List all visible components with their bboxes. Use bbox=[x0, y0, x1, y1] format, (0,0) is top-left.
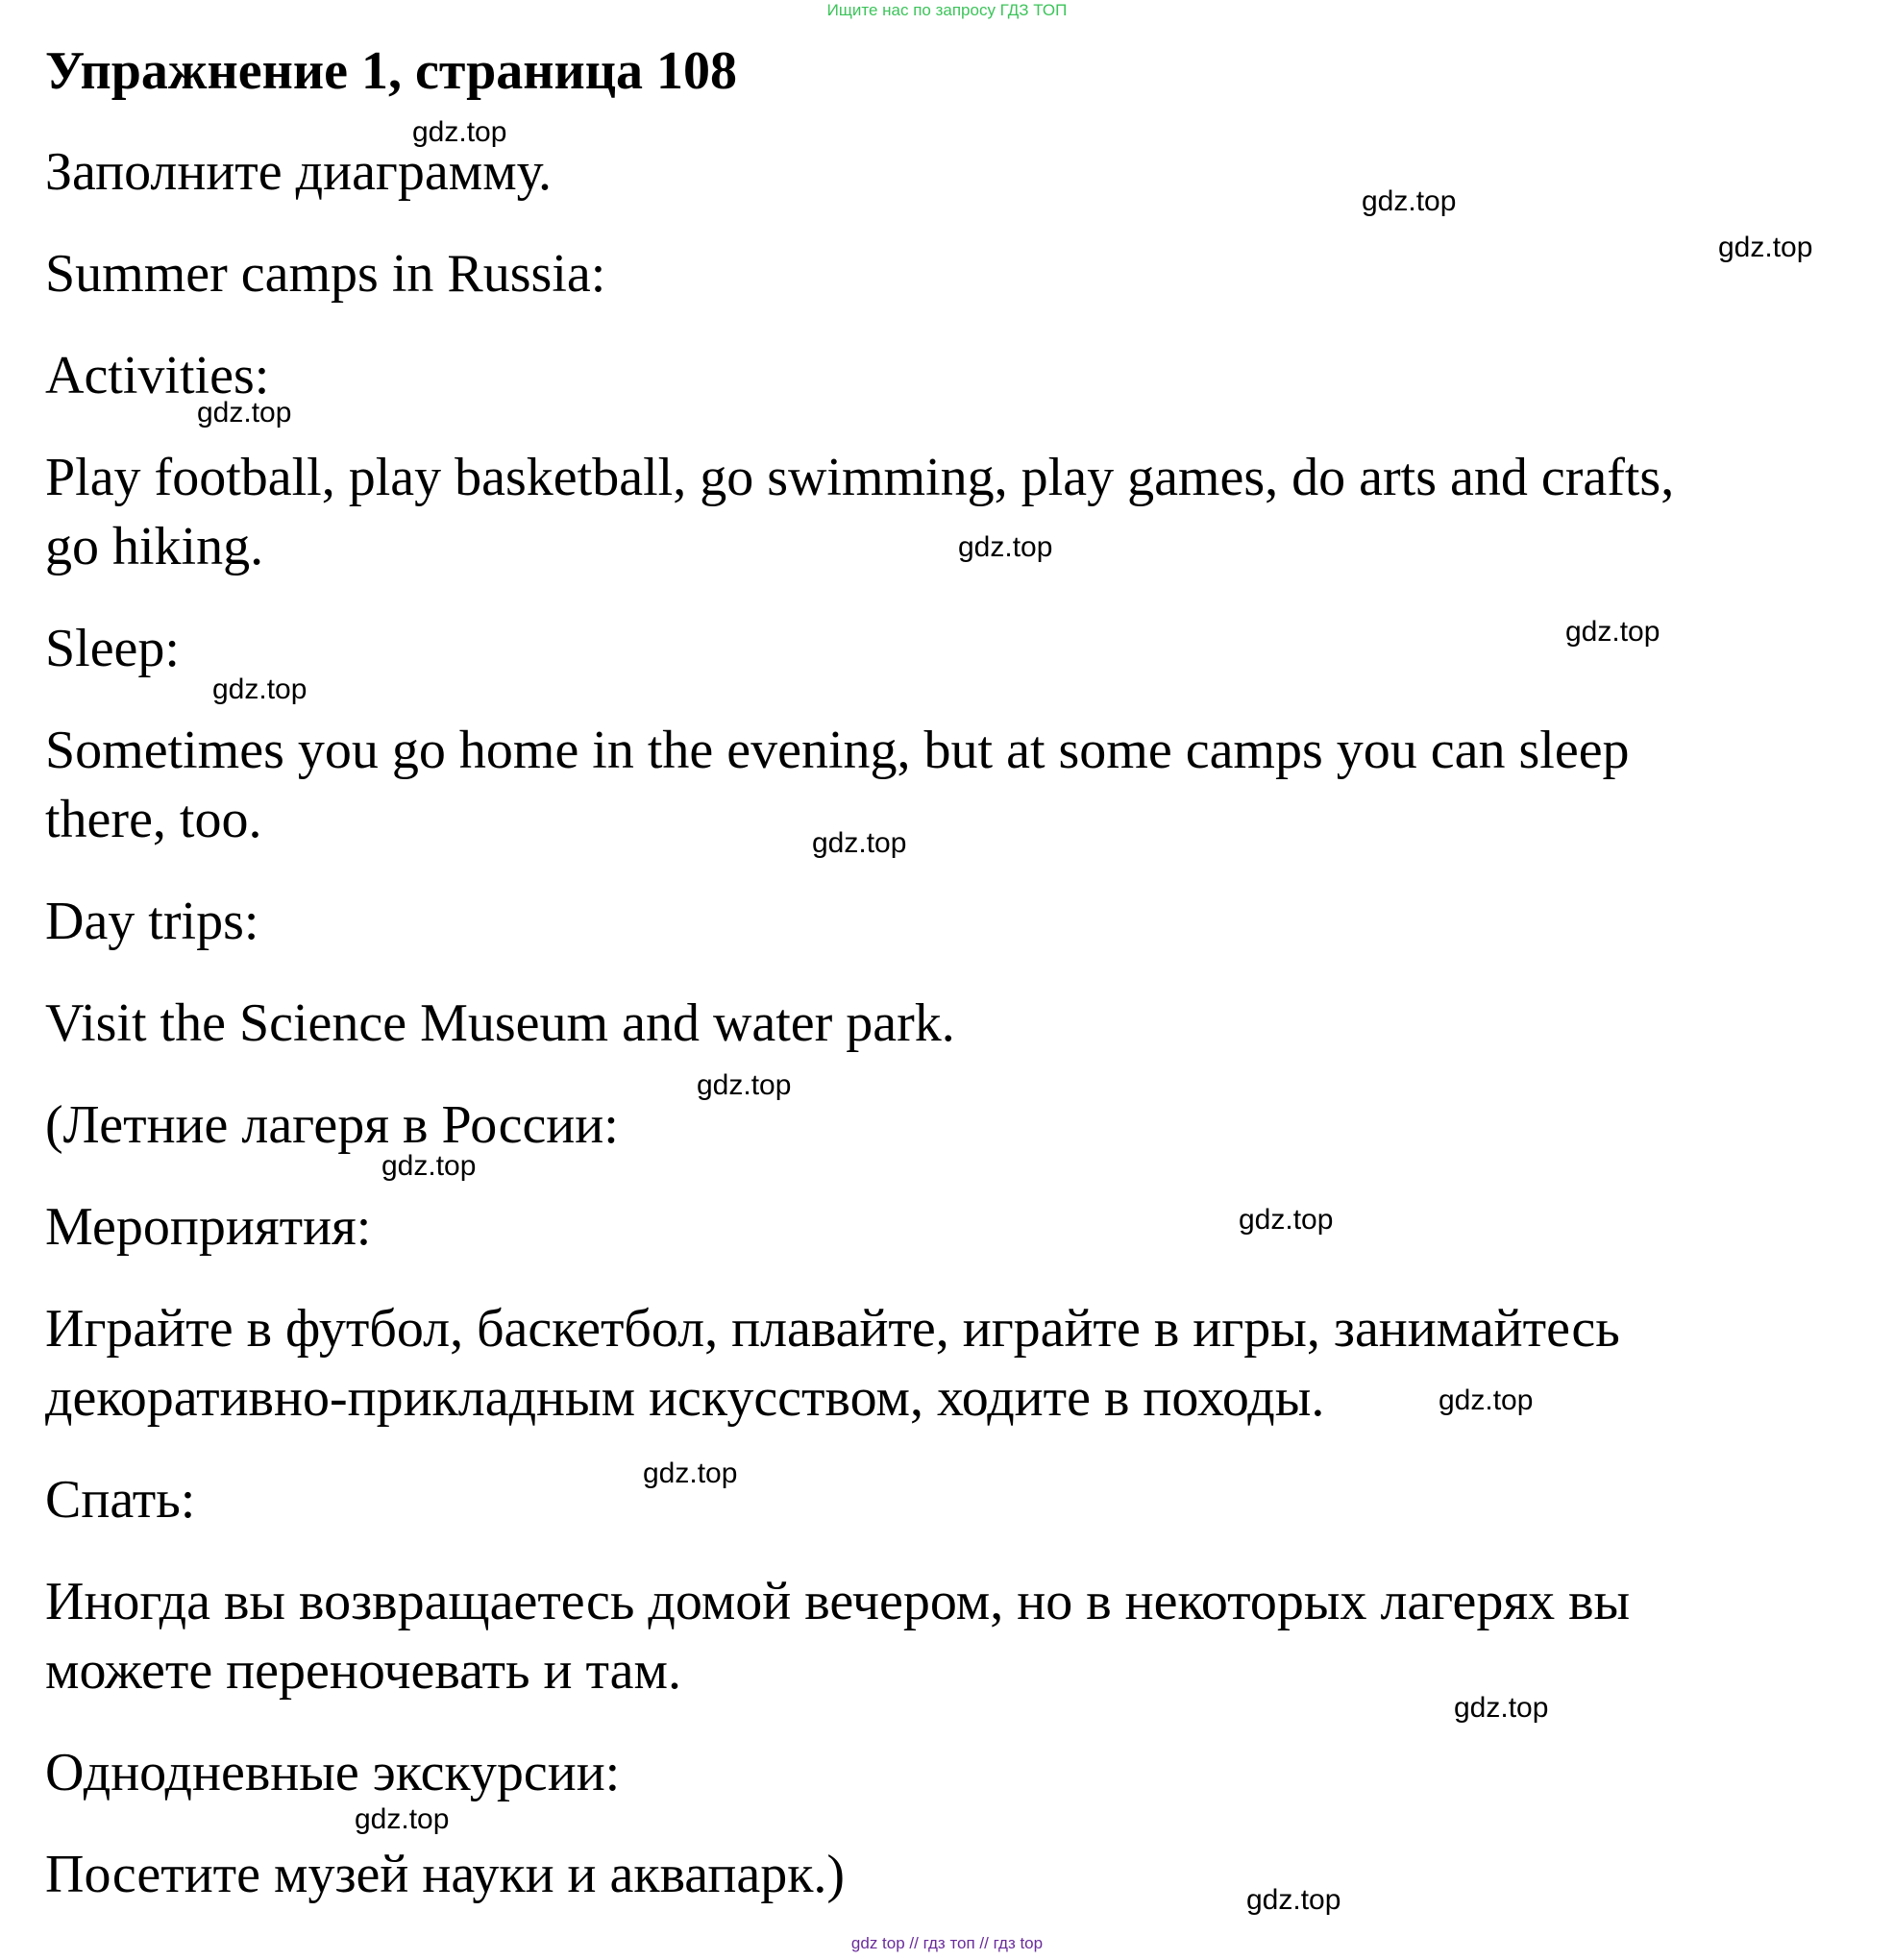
watermark: gdz.top bbox=[1246, 1884, 1341, 1916]
watermark: gdz.top bbox=[1362, 185, 1457, 217]
diagram-heading: Summer camps in Russia: bbox=[45, 244, 606, 304]
watermark: gdz.top bbox=[197, 397, 292, 429]
watermark: gdz.top bbox=[812, 827, 907, 859]
watermark: gdz.top bbox=[1718, 232, 1813, 263]
activities-text-line: Play football, play basketball, go swimming, play games, do arts and crafts, bbox=[45, 448, 1675, 507]
top-banner: Ищите нас по запросу ГДЗ ТОП bbox=[826, 1, 1068, 19]
sleep-text-line: Sometimes you go home in the evening, but at some camps you can sleep bbox=[45, 721, 1630, 780]
translation-sleep-label: Спать: bbox=[45, 1470, 196, 1530]
watermark: gdz.top bbox=[212, 674, 307, 705]
watermark: gdz.top bbox=[697, 1069, 792, 1101]
page-title: Упражнение 1, страница 108 bbox=[45, 41, 738, 101]
sleep-text-line: there, too. bbox=[45, 790, 262, 849]
watermark: gdz.top bbox=[1565, 616, 1660, 648]
instruction-line: Заполните диаграмму. bbox=[45, 142, 553, 202]
watermark: gdz.top bbox=[1454, 1692, 1549, 1724]
translation-activities-line: Играйте в футбол, баскетбол, плавайте, играйте в игры, занимайтесь bbox=[45, 1299, 1620, 1359]
bottom-banner: gdz top // гдз топ // гдз top bbox=[850, 1934, 1044, 1952]
day-trips-label: Day trips: bbox=[45, 892, 259, 951]
watermark: gdz.top bbox=[355, 1803, 450, 1835]
translation-activities-label: Мероприятия: bbox=[45, 1197, 372, 1257]
activities-label: Activities: bbox=[45, 346, 270, 405]
watermark: gdz.top bbox=[1439, 1384, 1534, 1416]
watermark: gdz.top bbox=[381, 1150, 477, 1182]
translation-day-trips-text: Посетите музей науки и аквапарк.) bbox=[45, 1845, 846, 1904]
activities-text-line: go hiking. bbox=[45, 517, 264, 576]
translation-activities-line: декоративно-прикладным искусством, ходите в походы. bbox=[45, 1368, 1325, 1428]
translation-day-trips-label: Однодневные экскурсии: bbox=[45, 1743, 621, 1802]
watermark: gdz.top bbox=[958, 531, 1053, 563]
sleep-label: Sleep: bbox=[45, 619, 180, 678]
translation-heading: (Летние лагеря в России: bbox=[45, 1095, 619, 1155]
watermark: gdz.top bbox=[1239, 1204, 1334, 1236]
translation-sleep-line: можете переночевать и там. bbox=[45, 1641, 681, 1701]
watermark: gdz.top bbox=[643, 1458, 738, 1489]
watermark: gdz.top bbox=[412, 116, 507, 148]
translation-sleep-line: Иногда вы возвращаетесь домой вечером, но в некоторых лагерях вы bbox=[45, 1572, 1631, 1631]
day-trips-text: Visit the Science Museum and water park. bbox=[45, 993, 955, 1053]
